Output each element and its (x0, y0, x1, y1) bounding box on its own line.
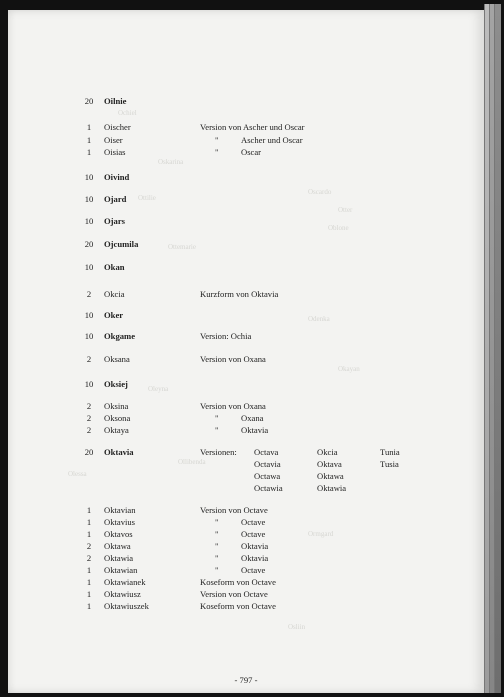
ditto-mark: " (215, 425, 219, 435)
entry-name: Oktawian (104, 565, 138, 575)
entry-name: Oktavos (104, 529, 133, 539)
name-entry (8, 400, 484, 412)
entry-name: Oilnie (104, 96, 127, 106)
entry-count: 20 (84, 96, 94, 106)
version-name: Oktawa (317, 471, 344, 481)
entry-count: 2 (86, 541, 92, 551)
entry-count: 1 (86, 505, 92, 515)
entry-description: Octave (241, 529, 266, 539)
entry-count: 2 (86, 401, 92, 411)
name-entry (8, 261, 484, 273)
name-entry (8, 378, 484, 390)
entry-count: 10 (84, 216, 94, 226)
entry-description: Version von Octave (200, 505, 268, 515)
bleed-through-text: Oblone (328, 224, 349, 232)
bleed-through-text: Ollibenda (178, 458, 206, 466)
entry-name: Oiser (104, 135, 123, 145)
entry-description: Octave (241, 565, 266, 575)
entry-name: Oktawia (104, 553, 134, 563)
entry-count: 1 (86, 565, 92, 575)
entry-description: Version von Octave (200, 589, 268, 599)
ditto-mark: " (215, 565, 219, 575)
entry-description: Koseform von Octave (200, 577, 276, 587)
entry-description: Oscar (241, 147, 262, 157)
bleed-through-text: Ottemarie (168, 243, 196, 251)
entry-description: Octave (241, 517, 266, 527)
entry-name: Oktavius (104, 517, 136, 527)
entry-name: Oivind (104, 172, 130, 182)
name-entry (8, 516, 484, 528)
entry-count: 1 (86, 601, 92, 611)
entry-count: 2 (86, 289, 92, 299)
entry-description: Oktavia (241, 541, 269, 551)
name-entry (8, 238, 484, 250)
entry-name: Ojard (104, 194, 127, 204)
name-entry (8, 482, 484, 494)
version-name: Oktawia (317, 483, 347, 493)
entry-name: Oktawiuszek (104, 601, 149, 611)
name-entry (8, 600, 484, 612)
name-entry (8, 95, 484, 107)
entry-name: Oksona (104, 413, 131, 423)
entry-name: Oktawianek (104, 577, 146, 587)
ditto-mark: " (215, 135, 219, 145)
name-entry (8, 540, 484, 552)
version-name: Okcia (317, 447, 338, 457)
entry-count: 1 (86, 135, 92, 145)
bleed-through-text: Okayan (338, 365, 360, 373)
name-entry (8, 412, 484, 424)
entry-name: Oischer (104, 122, 131, 132)
document-page (8, 10, 484, 693)
entry-description: Ascher und Oscar (241, 135, 303, 145)
entry-count: 2 (86, 553, 92, 563)
version-name: Tunia (380, 447, 400, 457)
entry-description: Version von Ascher und Oscar (200, 122, 305, 132)
ditto-mark: " (215, 529, 219, 539)
entry-name: Okcia (104, 289, 125, 299)
entry-description: Kurzform von Oktavia (200, 289, 279, 299)
name-entry (8, 424, 484, 436)
entry-description: Oktavia (241, 553, 269, 563)
version-name: Octavia (254, 459, 281, 469)
entry-count: 1 (86, 577, 92, 587)
version-name: Octawa (254, 471, 281, 481)
entry-name: Ojcumila (104, 239, 139, 249)
entry-count: 1 (86, 122, 92, 132)
entry-count: 1 (86, 517, 92, 527)
entry-name: Okgame (104, 331, 136, 341)
entry-count: 2 (86, 425, 92, 435)
entry-name: Oktavian (104, 505, 136, 515)
entry-description: Version: Ochia (200, 331, 252, 341)
entry-description: Oxana (241, 413, 264, 423)
entry-name: Oker (104, 310, 124, 320)
bleed-through-text: Olessa (68, 470, 87, 478)
entry-count: 10 (84, 262, 94, 272)
entry-description: Koseform von Octave (200, 601, 276, 611)
bleed-through-text: Osliin (288, 623, 306, 631)
name-entry (8, 458, 484, 470)
name-entry (8, 121, 484, 133)
page-number: - 797 - (234, 675, 258, 685)
entry-count: 10 (84, 310, 94, 320)
ditto-mark: " (215, 553, 219, 563)
entry-description: Version von Oxana (200, 401, 266, 411)
ditto-mark: " (215, 413, 219, 423)
entry-name: Oksina (104, 401, 129, 411)
version-name: Octava (254, 447, 279, 457)
bleed-through-text: Otter (338, 206, 353, 214)
name-entry (8, 353, 484, 365)
name-entry (8, 330, 484, 342)
name-entry (8, 576, 484, 588)
entry-count: 10 (84, 379, 94, 389)
name-entry (8, 552, 484, 564)
entry-name: Oktavia (104, 447, 134, 457)
bleed-through-text: Ottilie (138, 194, 156, 202)
name-entry (8, 470, 484, 482)
entry-count: 20 (84, 447, 94, 457)
bleed-through-text: Odenka (308, 315, 330, 323)
entry-count: 20 (84, 239, 94, 249)
bleed-through-text: Ochiel (118, 109, 137, 117)
entry-name: Oktaya (104, 425, 129, 435)
version-name: Oktava (317, 459, 342, 469)
entry-count: 10 (84, 194, 94, 204)
entry-count: 10 (84, 331, 94, 341)
name-entry (8, 528, 484, 540)
name-entry (8, 215, 484, 227)
entry-description: Oktavia (241, 425, 269, 435)
entry-name: Oksana (104, 354, 130, 364)
name-entry (8, 134, 484, 146)
page-edge (494, 4, 501, 693)
bleed-through-text: Oskarina (158, 158, 184, 166)
ditto-mark: " (215, 541, 219, 551)
entry-name: Oksiej (104, 379, 128, 389)
bleed-through-text: Ormgard (308, 530, 334, 538)
name-entry (8, 193, 484, 205)
version-name: Octawia (254, 483, 283, 493)
entry-count: 1 (86, 529, 92, 539)
name-entry (8, 171, 484, 183)
name-entry (8, 588, 484, 600)
entry-name: Oisias (104, 147, 126, 157)
bleed-through-text: Oscardo (308, 188, 332, 196)
entry-count: 1 (86, 589, 92, 599)
entry-description: Versionen: (200, 447, 237, 457)
name-entry (8, 146, 484, 158)
entry-count: 2 (86, 354, 92, 364)
name-entry (8, 504, 484, 516)
version-name: Tusia (380, 459, 399, 469)
ditto-mark: " (215, 147, 219, 157)
name-entry (8, 309, 484, 321)
entry-name: Oktawa (104, 541, 131, 551)
entry-name: Ojars (104, 216, 126, 226)
name-entry (8, 288, 484, 300)
ditto-mark: " (215, 517, 219, 527)
entry-count: 2 (86, 413, 92, 423)
entry-name: Oktawiusz (104, 589, 141, 599)
entry-count: 1 (86, 147, 92, 157)
name-entry (8, 446, 484, 458)
entry-name: Okan (104, 262, 125, 272)
bleed-through-text: Oleyna (148, 385, 169, 393)
name-entry (8, 564, 484, 576)
entry-description: Version von Oxana (200, 354, 266, 364)
entry-count: 10 (84, 172, 94, 182)
